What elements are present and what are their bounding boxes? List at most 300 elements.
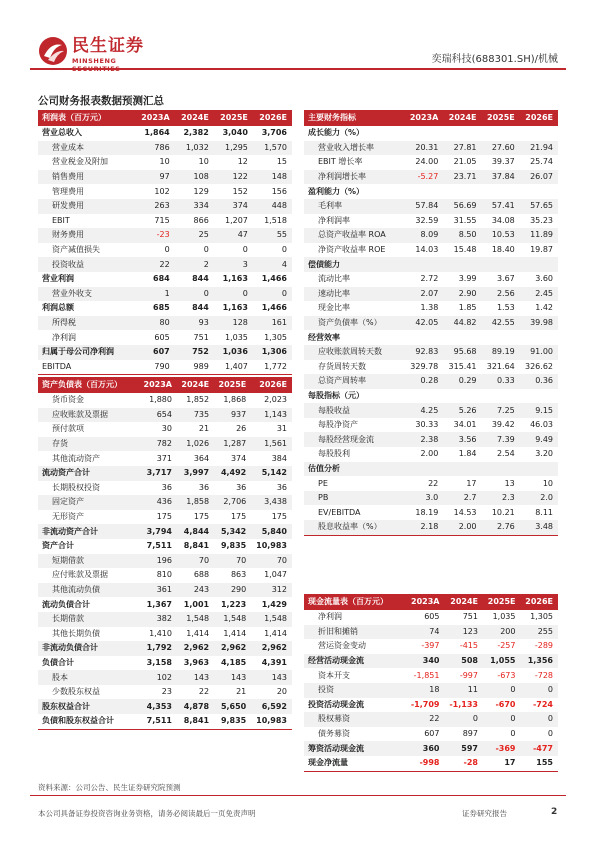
table-row xyxy=(304,170,558,185)
row-label: 资产减值损失 xyxy=(52,245,100,255)
cell-value: 364 xyxy=(193,453,210,463)
row-label: 股息收益率（%） xyxy=(304,520,405,535)
table-row xyxy=(304,360,558,375)
cell-value: 4 xyxy=(253,257,292,272)
row-label: 存货周转天数 xyxy=(318,361,366,371)
row-label: 流动资产合计 xyxy=(38,466,139,481)
row-label: 净利润 xyxy=(318,612,342,622)
row-label: 总资产收益率 ROA xyxy=(304,228,405,243)
table-row xyxy=(38,539,292,554)
cell-value: 3,438 xyxy=(251,495,292,510)
row-label: 营运资金变动 xyxy=(318,641,366,651)
cell-value: 4,353 xyxy=(139,699,177,714)
cell-value: 3,963 xyxy=(183,657,210,667)
cell-value xyxy=(405,389,444,404)
row-label: 股东权益合计 xyxy=(38,699,139,714)
cell-value: 8,841 xyxy=(183,541,210,551)
row-label: 成长能力（%） xyxy=(308,128,365,138)
logo-text-cn: 民生证券 xyxy=(72,36,144,56)
cell-value: 607 xyxy=(424,729,440,739)
row-label: 非流动负债合计 xyxy=(38,641,139,656)
cell-value: 8.11 xyxy=(535,507,553,517)
table-header-row xyxy=(38,110,292,126)
disclaimer-text: 本公司具备证券投资咨询业务资格，请务必阅读最后一页免责声明 xyxy=(38,809,256,818)
cell-value: 1 xyxy=(135,287,175,302)
cell-value xyxy=(405,330,444,345)
cell-value: 1,306 xyxy=(253,345,292,360)
cell-value: 3.60 xyxy=(535,274,553,284)
cell-value: 1,407 xyxy=(214,360,253,375)
row-label: 财务费用 xyxy=(38,228,135,243)
cell-value: 1,163 xyxy=(222,303,248,313)
year-header: 2023A xyxy=(135,110,175,126)
table-row xyxy=(304,683,558,698)
table-row xyxy=(304,476,558,491)
table-row xyxy=(38,422,292,437)
cell-value: 1,561 xyxy=(251,437,292,452)
cell-value: 1.42 xyxy=(535,303,553,313)
cell-value: 0 xyxy=(483,712,521,727)
row-label: 长期借款 xyxy=(38,612,139,627)
cell-value xyxy=(443,257,481,272)
table-header-row xyxy=(38,377,292,393)
row-label: 股权募资 xyxy=(304,712,406,727)
year-header: 2025E xyxy=(214,110,253,126)
cell-value: 12 xyxy=(237,157,248,167)
table-row xyxy=(38,685,292,700)
cell-value xyxy=(520,389,558,404)
cell-value: 7,511 xyxy=(139,714,177,729)
cell-value: 0.33 xyxy=(482,374,520,389)
table-row xyxy=(304,668,558,683)
cell-value: 1,367 xyxy=(146,599,172,609)
cell-value: 1,548 xyxy=(214,612,251,627)
cell-value: 3,794 xyxy=(139,524,177,539)
cell-value: 102 xyxy=(154,186,170,196)
cell-value: -998 xyxy=(406,756,445,771)
cell-value: 605 xyxy=(424,612,440,622)
cell-value: 2.72 xyxy=(420,274,439,284)
cell-value: 36 xyxy=(276,482,287,492)
cell-value: 436 xyxy=(139,495,177,510)
cell-value: 334 xyxy=(175,199,214,214)
row-label: 投资收益 xyxy=(38,257,135,272)
cell-value: 46.03 xyxy=(530,420,553,430)
row-label: 负债合计 xyxy=(42,657,74,667)
page-number: 2 xyxy=(551,807,558,817)
cell-value: 21.94 xyxy=(520,141,558,156)
row-label: 营业税金及附加 xyxy=(52,157,108,167)
table-row xyxy=(38,199,292,214)
cell-value: 361 xyxy=(139,583,177,598)
cell-value: 1,410 xyxy=(149,628,172,638)
year-header: 2024E xyxy=(443,110,481,126)
cell-value: 2.38 xyxy=(405,432,444,447)
cell-value: 39.37 xyxy=(491,157,515,167)
cell-value: 19.87 xyxy=(530,245,553,255)
cell-value: 2.76 xyxy=(482,520,520,535)
cell-value: 143 xyxy=(177,670,214,685)
cell-value: 22 xyxy=(135,257,175,272)
cell-value: 4,844 xyxy=(177,524,214,539)
cell-value: 5.26 xyxy=(443,403,481,418)
cell-value: 937 xyxy=(214,408,251,423)
row-label: PE xyxy=(318,478,328,488)
row-label: 固定资产 xyxy=(38,495,139,510)
table-row xyxy=(304,505,558,520)
table-header-row xyxy=(304,594,558,610)
cell-value xyxy=(482,462,520,477)
cell-value: 42.05 xyxy=(405,316,444,331)
row-label: 应收账款及票据 xyxy=(38,408,139,423)
cell-value: 34.08 xyxy=(491,215,515,225)
cell-value: 2.3 xyxy=(482,491,520,506)
cell-value: 810 xyxy=(156,570,172,580)
table-row xyxy=(304,214,558,229)
cell-value: 290 xyxy=(214,583,251,598)
cell-value: -1,133 xyxy=(449,699,478,709)
table-row xyxy=(304,447,558,462)
table-row xyxy=(38,272,292,287)
cell-value: 148 xyxy=(253,170,292,185)
row-label: 少数股东权益 xyxy=(52,687,100,697)
row-label: 无形资产 xyxy=(52,512,84,522)
table-row xyxy=(38,627,292,642)
table-row xyxy=(38,330,292,345)
cell-value: 654 xyxy=(139,408,177,423)
table-row xyxy=(304,418,558,433)
cell-value: 2.90 xyxy=(443,287,481,302)
cell-value: 340 xyxy=(406,654,445,669)
cell-value: 0 xyxy=(214,287,253,302)
row-label: 销售费用 xyxy=(38,170,135,185)
row-label: 速动比率 xyxy=(304,287,405,302)
table-row xyxy=(38,214,292,229)
table-row xyxy=(38,597,292,612)
cell-value: 31.55 xyxy=(453,215,477,225)
row-label: 每股股利 xyxy=(318,449,350,459)
minsheng-logo-icon xyxy=(38,36,68,66)
year-header: 2023A xyxy=(139,377,177,393)
cell-value: 6,592 xyxy=(251,699,292,714)
cell-value: 786 xyxy=(135,141,175,156)
cell-value xyxy=(443,330,481,345)
table-row xyxy=(38,670,292,685)
table-row xyxy=(304,727,558,742)
cell-value: 22 xyxy=(198,687,210,697)
cashflow-table xyxy=(304,594,558,772)
cell-value: 4,185 xyxy=(220,657,247,667)
row-label: 长期股权投资 xyxy=(52,482,100,492)
table-row xyxy=(304,243,558,258)
row-label: 折旧和摊销 xyxy=(304,625,406,640)
cell-value: 8.50 xyxy=(443,228,481,243)
row-label: 归属于母公司净利润 xyxy=(38,345,135,360)
cell-value: 122 xyxy=(214,170,253,185)
table-row xyxy=(304,301,558,316)
year-header: 2026E xyxy=(251,377,292,393)
cell-value: 0 xyxy=(164,245,170,255)
cell-value xyxy=(443,126,481,141)
data-source: 资料来源：公司公告、民生证券研究院预测 xyxy=(38,783,181,792)
cell-value: 156 xyxy=(271,186,287,196)
row-label: EBIT 增长率 xyxy=(318,157,363,167)
row-label: 投资活动现金流 xyxy=(308,699,364,709)
cell-value: 0 xyxy=(281,245,287,255)
cell-value: 605 xyxy=(154,332,170,342)
cell-value: 0 xyxy=(444,712,483,727)
cell-value: 315.41 xyxy=(448,361,477,371)
table-row xyxy=(304,520,558,535)
table-row xyxy=(38,126,292,141)
table-row xyxy=(304,257,558,272)
cell-value: 10.53 xyxy=(482,228,520,243)
table-row xyxy=(304,141,558,156)
table-row xyxy=(38,243,292,258)
cell-value xyxy=(405,126,444,141)
cell-value: 70 xyxy=(177,554,214,569)
cell-value: 2.18 xyxy=(405,520,444,535)
row-label: 每股净资产 xyxy=(318,420,358,430)
table-row xyxy=(304,184,558,199)
cell-value: 18.40 xyxy=(491,245,515,255)
header-divider xyxy=(30,68,566,70)
year-header: 2026E xyxy=(253,110,292,126)
cell-value: 9,835 xyxy=(214,714,251,729)
table-row xyxy=(304,345,558,360)
cell-value: 89.19 xyxy=(482,345,520,360)
cell-value: 10.21 xyxy=(491,507,515,517)
cell-value: 30.33 xyxy=(415,420,439,430)
cell-value: 143 xyxy=(251,670,292,685)
table-row xyxy=(38,360,292,375)
cell-value: 2.56 xyxy=(482,287,520,302)
row-label: 净资产收益率 ROE xyxy=(318,245,386,255)
cell-value: 1,414 xyxy=(264,628,287,638)
year-header: 2023A xyxy=(406,594,445,610)
row-label: 营业成本 xyxy=(38,141,135,156)
table-row xyxy=(38,466,292,481)
footer-divider xyxy=(30,795,566,796)
row-label: 净利润 xyxy=(52,332,76,342)
table-row xyxy=(304,389,558,404)
table-row xyxy=(38,495,292,510)
cell-value: 42.55 xyxy=(482,316,520,331)
table-row xyxy=(304,126,558,141)
row-label: 偿债能力 xyxy=(304,257,405,272)
cell-value: 1.38 xyxy=(420,303,439,313)
table-row xyxy=(304,316,558,331)
cell-value: 1,518 xyxy=(264,215,287,225)
row-label: 其他流动资产 xyxy=(52,453,100,463)
table-row xyxy=(38,554,292,569)
cell-value: 685 xyxy=(153,303,170,313)
cell-value: 30 xyxy=(161,424,172,434)
cell-value: 1,035 xyxy=(224,332,248,342)
cell-value: 4,878 xyxy=(177,699,214,714)
cell-value: 25 xyxy=(175,228,214,243)
table-row xyxy=(38,170,292,185)
cell-value: 129 xyxy=(193,186,209,196)
cell-value: 735 xyxy=(177,408,214,423)
table-row xyxy=(304,756,558,771)
cell-value: 34.01 xyxy=(453,420,477,430)
cell-value: 1,001 xyxy=(183,599,210,609)
cell-value: 97 xyxy=(135,170,175,185)
cell-value: 255 xyxy=(520,625,558,640)
row-label: 负债和股东权益合计 xyxy=(38,714,139,729)
row-label: 净利润增长率 xyxy=(304,170,405,185)
cell-value: 2 xyxy=(175,257,214,272)
cell-value xyxy=(482,126,520,141)
cell-value: 326.62 xyxy=(525,361,553,371)
minsheng-logo xyxy=(38,36,166,68)
cell-value: 382 xyxy=(139,612,177,627)
cell-value: 25.74 xyxy=(530,157,553,167)
cell-value xyxy=(482,257,520,272)
table-row xyxy=(304,228,558,243)
row-label: 每股指标（元） xyxy=(308,390,364,400)
cell-value: 989 xyxy=(175,360,214,375)
year-header: 2025E xyxy=(482,110,520,126)
table-row xyxy=(38,408,292,423)
cell-value: 2.00 xyxy=(443,520,481,535)
cell-value: 360 xyxy=(406,741,445,756)
cell-value: 5,142 xyxy=(251,466,292,481)
cell-value: 1,466 xyxy=(261,303,287,313)
cell-value: 263 xyxy=(135,199,175,214)
cell-value: 2,962 xyxy=(251,641,292,656)
cell-value: 243 xyxy=(177,583,214,598)
cell-value: 8.09 xyxy=(405,228,444,243)
cell-value: 196 xyxy=(139,554,177,569)
cell-value: 22 xyxy=(428,478,439,488)
year-header: 2026E xyxy=(520,594,558,610)
table-row xyxy=(304,432,558,447)
table-row xyxy=(304,199,558,214)
cell-value: 7.25 xyxy=(482,403,520,418)
table-row xyxy=(38,155,292,170)
table-row xyxy=(304,330,558,345)
cell-value: 1,858 xyxy=(177,495,214,510)
cell-value: 688 xyxy=(193,570,210,580)
cell-value: -397 xyxy=(421,641,440,651)
cell-value: 3.20 xyxy=(535,449,553,459)
cell-value: 22 xyxy=(406,712,445,727)
cell-value: 10 xyxy=(542,478,553,488)
cell-value: 329.78 xyxy=(410,361,439,371)
table-row xyxy=(38,301,292,316)
cell-value: 844 xyxy=(192,303,209,313)
row-label: 资产合计 xyxy=(42,541,74,551)
cell-value: 102 xyxy=(139,670,177,685)
row-label: 债务募资 xyxy=(318,729,350,739)
year-header: 2024E xyxy=(177,377,214,393)
table-row xyxy=(38,451,292,466)
table-header-row xyxy=(304,110,558,126)
row-label: 非流动资产合计 xyxy=(38,524,139,539)
cell-value: 18.19 xyxy=(415,507,439,517)
row-label: 投资 xyxy=(304,683,406,698)
cell-value: 2,962 xyxy=(177,641,214,656)
cell-value: 1,055 xyxy=(483,654,521,669)
table-row xyxy=(38,714,292,729)
cell-value: 0 xyxy=(510,729,516,739)
row-label: 毛利率 xyxy=(304,199,405,214)
cell-value: 2,382 xyxy=(183,128,209,138)
row-label: 存货 xyxy=(38,437,139,452)
cell-value: 3.56 xyxy=(443,432,481,447)
table-title: 利润表（百万元） xyxy=(38,110,135,126)
cell-value: 1,414 xyxy=(223,628,247,638)
cell-value: 10 xyxy=(159,157,170,167)
cell-value: 143 xyxy=(214,670,251,685)
cell-value: 751 xyxy=(462,612,478,622)
cell-value: 161 xyxy=(253,316,292,331)
cell-value: 312 xyxy=(251,583,292,598)
cell-value: 9,835 xyxy=(220,541,247,551)
cell-value: 1,880 xyxy=(149,395,172,405)
table-row xyxy=(304,741,558,756)
cell-value: -1,851 xyxy=(413,670,440,680)
cell-value: 597 xyxy=(444,741,483,756)
cell-value: 371 xyxy=(156,453,172,463)
page-header xyxy=(0,0,596,80)
cell-value: 2,962 xyxy=(214,641,251,656)
cell-value: -415 xyxy=(459,641,478,651)
cell-value xyxy=(443,389,481,404)
cell-value xyxy=(405,462,444,477)
financial-ratios-table xyxy=(304,110,558,536)
cell-value: 74 xyxy=(406,625,445,640)
row-label: 现金比率 xyxy=(318,303,350,313)
year-header: 2025E xyxy=(483,594,521,610)
row-label: PB xyxy=(304,491,405,506)
cell-value: 0 xyxy=(242,245,248,255)
cell-value: 1.84 xyxy=(458,449,477,459)
cell-value: 684 xyxy=(153,274,170,284)
cell-value: -5.27 xyxy=(405,170,444,185)
cell-value: 31 xyxy=(276,424,287,434)
row-label: 净利润率 xyxy=(318,215,350,225)
cell-value: 3.99 xyxy=(458,274,477,284)
row-label: EV/EBITDA xyxy=(318,507,361,517)
row-label: 总资产周转率 xyxy=(304,374,405,389)
year-header: 2025E xyxy=(214,377,251,393)
cell-value: 3.48 xyxy=(520,520,558,535)
cell-value: 20 xyxy=(276,687,287,697)
cell-value: 1,772 xyxy=(253,360,292,375)
cell-value: 9.49 xyxy=(520,432,558,447)
cell-value: 0 xyxy=(203,245,209,255)
cell-value: 508 xyxy=(444,654,483,669)
cell-value: 92.83 xyxy=(405,345,444,360)
cell-value: 175 xyxy=(193,512,210,522)
cell-value: 11 xyxy=(444,683,483,698)
cell-value: 3,997 xyxy=(177,466,214,481)
cell-value: -997 xyxy=(459,670,478,680)
table-row xyxy=(304,374,558,389)
table-row xyxy=(38,184,292,199)
cell-value: 3.67 xyxy=(496,274,515,284)
table-row xyxy=(38,641,292,656)
cell-value: 17 xyxy=(466,478,477,488)
cell-value: 21 xyxy=(236,687,247,697)
row-label: 营业总收入 xyxy=(42,128,82,138)
cell-value: 3,717 xyxy=(139,466,177,481)
cell-value: 0 xyxy=(483,683,521,698)
cell-value: -477 xyxy=(520,741,558,756)
